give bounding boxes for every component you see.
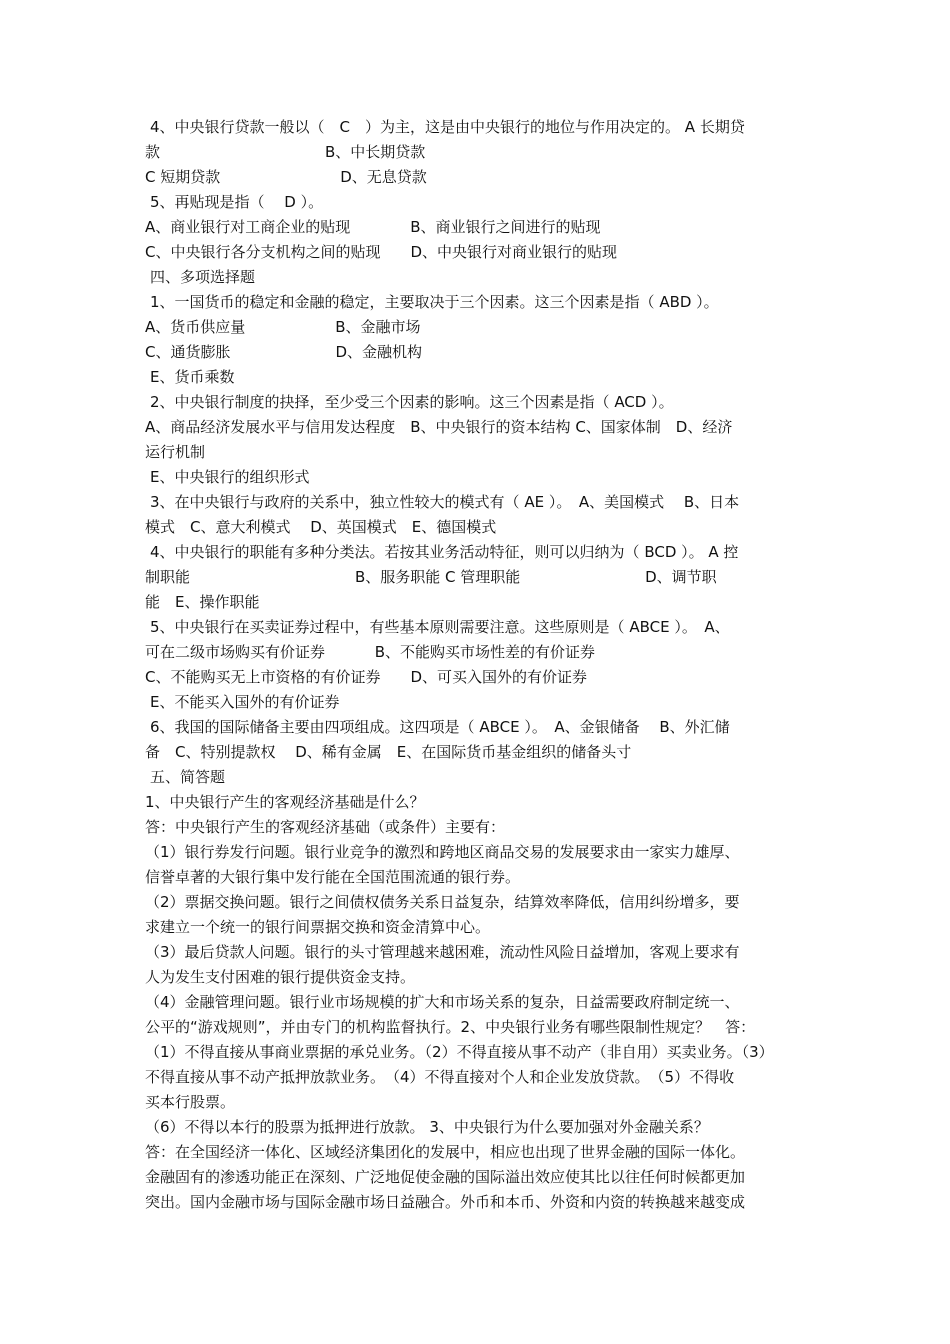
text-line: （3）最后贷款人问题。银行的头寸管理越来越困难，流动性风险日益增加，客观上要求有 [145, 943, 740, 961]
text-line: 5、中央银行在买卖证券过程中，有些基本原则需要注意。这些原则是（ ABCE ）。 A、 [150, 618, 730, 636]
text-line: 制职能 B、服务职能 C 管理职能 D、调节职 [145, 568, 717, 586]
text-line: E、中央银行的组织形式 [150, 468, 310, 486]
text-line: 款 B、中长期贷款 [145, 143, 426, 161]
text-line: （1）不得直接从事商业票据的承兑业务。（2）不得直接从事不动产（非自用）买卖业务。（3） [145, 1043, 774, 1061]
text-line: 4、中央银行的职能有多种分类法。若按其业务活动特征，则可以归纳为（ BCD ）。 A 控 [150, 543, 739, 561]
text-line: （1）银行券发行问题。银行业竞争的激烈和跨地区商品交易的发展要求由一家实力雄厚、 [145, 843, 740, 861]
text-line: 6、我国的国际储备主要由四项组成。这四项是（ ABCE ）。 A、金银储备 B、外汇储 [150, 718, 730, 736]
text-line: 1、一国货币的稳定和金融的稳定，主要取决于三个因素。这三个因素是指（ ABD ）。 [150, 293, 719, 311]
text-line: E、货币乘数 [150, 368, 235, 386]
text-line: 模式 C、意大利模式 D、英国模式 E、德国模式 [145, 518, 497, 536]
text-line: 能 E、操作职能 [145, 593, 260, 611]
text-line: 5、再贴现是指（ D ）。 [150, 193, 324, 211]
text-line: （2）票据交换问题。银行之间债权债务关系日益复杂，结算效率降低，信用纠纷增多，要 [145, 893, 740, 911]
text-line: （4）金融管理问题。银行业市场规模的扩大和市场关系的复杂，日益需要政府制定统一、 [145, 993, 740, 1011]
text-line: C、不能购买无上市资格的有价证券 D、可买入国外的有价证券 [145, 668, 588, 686]
text-line: A、货币供应量 B、金融市场 [145, 318, 421, 336]
text-line: C 短期贷款 D、无息贷款 [145, 168, 427, 186]
text-line: 可在二级市场购买有价证券 B、不能购买市场性差的有价证券 [145, 643, 596, 661]
text-line: 备 C、特别提款权 D、稀有金属 E、在国际货币基金组织的储备头寸 [145, 743, 632, 761]
text-line: 2、中央银行制度的抉择，至少受三个因素的影响。这三个因素是指（ ACD ）。 [150, 393, 674, 411]
text-line: 4、中央银行贷款一般以（ C ）为主，这是由中央银行的地位与作用决定的。 A 长期贷 [150, 118, 745, 136]
section-heading: 五、简答题 [150, 768, 226, 786]
text-line: 答：中央银行产生的客观经济基础（或条件）主要有： [145, 818, 506, 836]
text-line: （6）不得以本行的股票为抵押进行放款。 3、中央银行为什么要加强对外金融关系？ [145, 1118, 709, 1136]
text-line: A、商品经济发展水平与信用发达程度 B、中央银行的资本结构 C、国家体制 D、经济 [145, 418, 733, 436]
text-line: 求建立一个统一的银行间票据交换和资金清算中心。 [145, 918, 491, 936]
text-line: 人为发生支付困难的银行提供资金支持。 [145, 968, 416, 986]
text-line: C、通货膨胀 D、金融机构 [145, 343, 423, 361]
text-line: 运行机制 [145, 443, 206, 461]
section-heading: 四、多项选择题 [150, 268, 256, 286]
text-line: 不得直接从事不动产抵押放款业务。 （4）不得直接对个人和企业发放贷款。 （5）不得收 [145, 1068, 735, 1086]
text-line: 公平的“游戏规则”，并由专门的机构监督执行。2、中央银行业务有哪些限制性规定？ 答： [145, 1018, 756, 1036]
text-line: 3、在中央银行与政府的关系中，独立性较大的模式有（ AE ）。 A、美国模式 B、日本 [150, 493, 740, 511]
text-line: 金融固有的渗透功能正在深刻、广泛地促使金融的国际溢出效应使其比以往任何时候都更加 [145, 1168, 746, 1186]
text-line: C、中央银行各分支机构之间的贴现 D、中央银行对商业银行的贴现 [145, 243, 618, 261]
question-line: 1、中央银行产生的客观经济基础是什么？ [145, 793, 425, 811]
text-line: E、不能买入国外的有价证券 [150, 693, 340, 711]
text-line: 信誉卓著的大银行集中发行能在全国范围流通的银行券。 [145, 868, 521, 886]
text-line: 买本行股票。 [145, 1093, 236, 1111]
text-line: 答：在全国经济一体化、区域经济集团化的发展中，相应也出现了世界金融的国际一体化。 [145, 1143, 746, 1161]
text-line: A、商业银行对工商企业的贴现 B、商业银行之间进行的贴现 [145, 218, 601, 236]
text-line: 突出。国内金融市场与国际金融市场日益融合。外币和本币、外资和内资的转换越来越变成 [145, 1193, 746, 1211]
